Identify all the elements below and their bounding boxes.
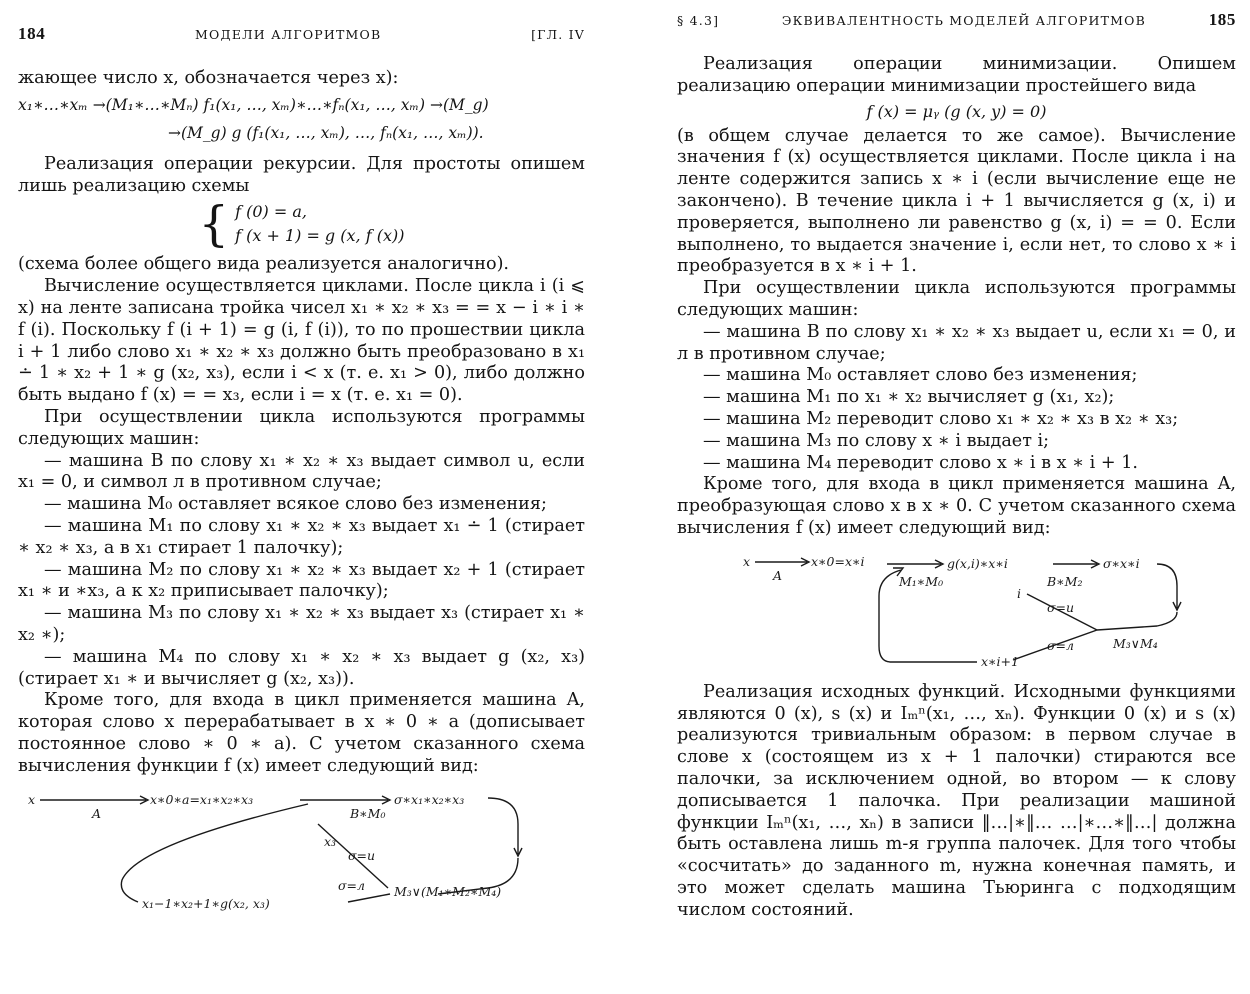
diagram-label: A [773,567,783,583]
section-minimization: Реализация операции минимизации. Опишем реализацию операции минимизации простейшего вида [677,54,1236,96]
recursion-diagram [18,784,578,912]
section-label: § 4.3] [677,13,720,28]
paragraph: (в общем случае делается то же самое). Вычисление значения f (x) осуществляется циклами. После цикла i на ленте содержится запись x ∗ i (если вычисление еще не закончено). В течение цикла i + 1 вычисляется g (x, i) и проверяется, выполнено ли равенство g (x, i) = = 0. Если выполнено, то выдается значение i, если нет, то слово x ∗ i преобразуется в x ∗ i + 1. [677,125,1236,277]
list-item: — машина B по слову x₁ ∗ x₂ ∗ x₃ выдает символ u, если x₁ = 0, и символ л в противном случае; [18,450,585,493]
diagram-label: σ=л [338,877,365,893]
paragraph: (схема более общего вида реализуется аналогично). [18,254,510,275]
list-item: — машина M₃ по слову x ∗ i выдает i; [703,430,1050,451]
diagram-label: g(x,i)∗x∗i [947,555,1008,571]
diagram-label: A [92,805,102,821]
chapter-label: [ГЛ. IV [531,27,585,42]
section-initial-functions: Реализация исходных функций. Исходными функциями являются 0 (x), s (x) и Iₘⁿ(x₁, …, xₙ). Функции 0 (x) и s (x) реализуются тривиальным образом: в первом случае в слове x (состоящем из x + 1 палочки) стираются все палочки, за исключением одной, во втором — к слову дописывается 1 палочка. При реализации машиной функции Iₘⁿ(x₁, …, xₙ) в записи ‖…|∗‖… …|∗…∗‖…| должна быть оставлена лишь m-я группа палочек. Для того чтобы «сосчитать» до заданного m, нужна конечная память, и это может сделать машина Тьюринга с подходящим числом состояний. [677,681,1236,920]
loop-arrow [1157,564,1177,608]
formula-line: f (x + 1) = g (x, f (x)) [235,226,405,246]
paragraph: Кроме того, для входа в цикл применяется машина A, преобразующая слово x в x ∗ 0. С учетом сказанного схема вычисления f (x) имеет следующий вид: [677,474,1236,538]
loop-arrow [121,804,308,902]
list-item: — машина M₂ по слову x₁ ∗ x₂ ∗ x₃ выдает x₂ + 1 (стирает x₁ ∗ и ∗x₃, а к x₂ приписывает палочку); [18,559,585,602]
list-item: — машина M₁ по слову x₁ ∗ x₂ ∗ x₃ выдает x₁ ∸ 1 (стирает ∗ x₂ ∗ x₃, а в x₁ стирает 1 палочку); [18,515,585,558]
recursion-scheme [18,196,585,253]
diagram-label: x₃ [324,833,337,849]
formula-composition-cont: →(M_g) g (f₁(x₁, …, xₘ), …, fₙ(x₁, …, xₘ)). [168,123,484,142]
paragraph: При осуществлении цикла используются программы следующих машин: [18,406,585,449]
diagram-label: σ∗x∗i [1103,555,1140,571]
right-header [677,10,1236,30]
running-title: МОДЕЛИ АЛГОРИТМОВ [195,27,382,42]
diagram-label: x₁−1∗x₂+1∗g(x₂, x₃) [142,895,270,911]
diagram-label: M₃∨M₄ [1113,635,1158,651]
list-item: — машина M₄ переводит слово x ∗ i в x ∗ i + 1. [703,452,1139,473]
paragraph: жающее число x, обозначается через x): [18,68,399,88]
formula-minimization: f (x) = μᵧ (g (x, y) = 0) [866,101,1047,121]
paragraph: Вычисление осуществляется циклами. После цикла i (i ⩽ x) на ленте записана тройка чисел x₁ ∗ x₂ ∗ x₃ = = x − i ∗ i ∗ f (i). Поскольку f (i + 1) = g (i, f (i)), то по прошествии цикла i + 1 либо слово x₁ ∗ x₂ ∗ x₃ должно быть преобразовано в x₁ ∸ 1 ∗ x₂ + 1 ∗ g (x₂, x₃), если i < x (т. е. x₁ > 0), либо должно быть выдано f (x) = = x₃, если i = x (т. е. x₁ = 0). [18,276,585,406]
left-header [18,24,585,44]
diagram-label: σ=л [1047,637,1074,653]
diagram-label: σ∗x₁∗x₂∗x₃ [394,791,465,807]
formula-line: f (0) = a, [235,202,307,222]
diagram-label: σ=u [1047,599,1075,615]
diagram-label: x [28,791,36,807]
diagram-label: σ=u [348,847,376,863]
diagram-label: x∗i+1 [981,653,1019,669]
minimization-diagram [677,546,1237,676]
paragraph: При осуществлении цикла используются программы следующих машин: [677,278,1236,320]
list-item: — машина M₂ переводит слово x₁ ∗ x₂ ∗ x₃ в x₂ ∗ x₃; [703,408,1179,429]
formula-composition: x₁∗…∗xₘ →(M₁∗…∗Mₙ) f₁(x₁, …, xₘ)∗…∗fₙ(x₁, …, xₘ) →(M_g) [18,95,489,114]
brace-symbol: { [198,196,230,253]
list-item: — машина M₄ по слову x₁ ∗ x₂ ∗ x₃ выдает g (x₂, x₃) (стирает x₁ ∗ и вычисляет g (x₂, x₃)). [18,646,585,689]
page-number: 184 [18,24,46,43]
arrow [348,894,390,902]
list-item: — машина M₀ оставляет слово без изменения; [703,365,1138,386]
diagram-label: M₃∨(M₁∗M₂∗M₄) [394,883,502,899]
right-page [625,0,1250,994]
list-item: — машина M₁ по x₁ ∗ x₂ вычисляет g (x₁, x₂); [703,387,1115,408]
diagram-label: B∗M₀ [350,805,386,821]
page-number: 185 [1208,10,1236,29]
diagram-label: B∗M₂ [1047,573,1083,589]
diagram-label: x∗0=x∗i [811,553,865,569]
diagram-label: M₁∗M₀ [899,573,944,589]
diagram-label: x∗0∗a=x₁∗x₂∗x₃ [150,791,254,807]
list-item: — машина M₀ оставляет всякое слово без изменения; [44,494,547,515]
section-recursion: Реализация операции рекурсии. Для простоты опишем лишь реализацию схемы [18,153,585,196]
list-item: — машина B по слову x₁ ∗ x₂ ∗ x₃ выдает u, если x₁ = 0, и л в противном случае; [677,321,1236,364]
running-title: ЭКВИВАЛЕНТНОСТЬ МОДЕЛЕЙ АЛГОРИТМОВ [781,13,1146,28]
loop-arrow [1097,612,1177,630]
paragraph: Кроме того, для входа в цикл применяется машина A, которая слово x перерабатывает в x ∗ 0 ∗ a (дописывает постоянное слово ∗ 0 ∗ a). С учетом сказанного схема вычисления функции f (x) имеет следующий вид: [18,690,585,776]
diagram-label: i [1017,585,1021,601]
list-item: — машина M₃ по слову x₁ ∗ x₂ ∗ x₃ выдает x₃ (стирает x₁ ∗ x₂ ∗); [18,603,585,645]
loop-arrow [488,798,518,854]
diagram-label: x [743,553,751,569]
